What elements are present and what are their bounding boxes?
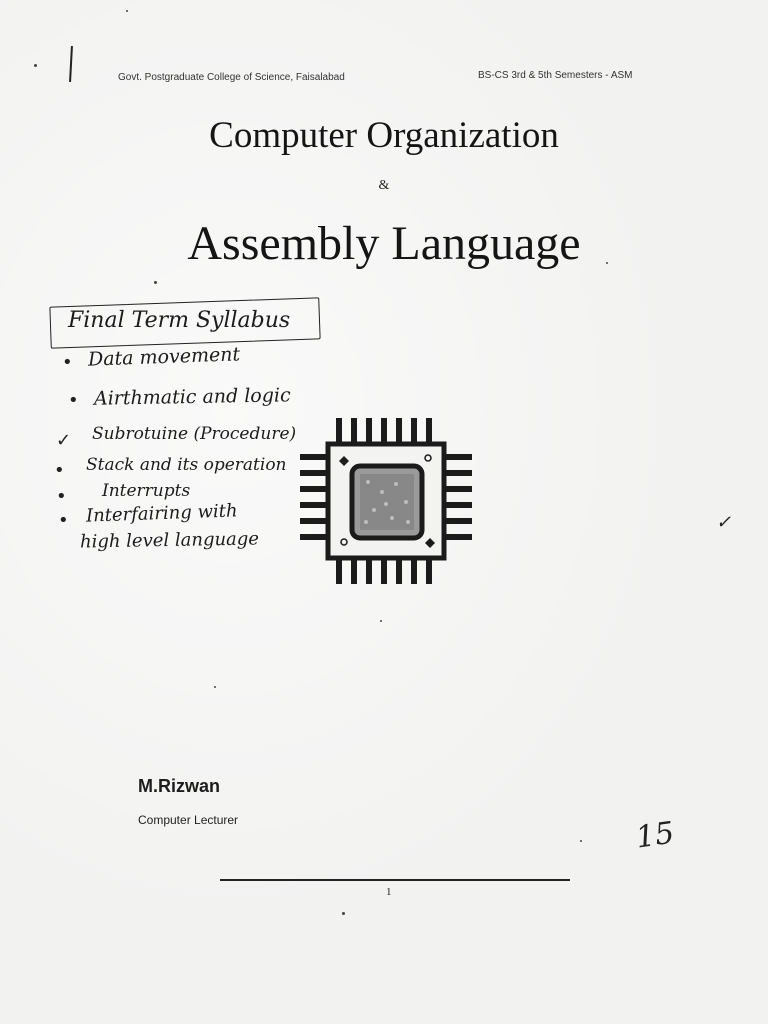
author-name: M.Rizwan [138, 776, 221, 796]
scan-speck [214, 686, 216, 688]
bullet: ✓ [56, 430, 72, 451]
margin-pen-stroke [69, 46, 73, 82]
page-number: 1 [386, 886, 392, 898]
scan-speck [126, 10, 128, 12]
syllabus-item: Subrotuine (Procedure) [92, 424, 297, 444]
scan-speck [606, 262, 608, 264]
author-role: Computer Lecturer [138, 813, 239, 827]
syllabus-heading: Final Term Syllabus [68, 308, 291, 333]
bullet: • [62, 352, 73, 373]
scan-speck [580, 840, 582, 842]
syllabus-item: Interfairing with [85, 500, 238, 527]
header-college: Govt. Postgraduate College of Science, Faisalabad [118, 72, 345, 83]
bullet: • [68, 390, 79, 411]
footer-rule [220, 879, 570, 881]
microchip-icon [296, 412, 476, 591]
header-course-code: BS-CS 3rd & 5th Semesters - ASM [478, 70, 633, 81]
title-ampersand: & [378, 178, 390, 193]
bullet: • [54, 460, 65, 481]
scan-speck [34, 64, 37, 67]
margin-annotation: 15 [633, 815, 677, 856]
title-line-1: Computer Organization [209, 115, 559, 156]
syllabus-item: Airthmatic and logic [93, 384, 291, 410]
title-line-2: Assembly Language [187, 217, 581, 270]
scan-speck [154, 281, 157, 284]
syllabus-item: Interrupts [102, 481, 191, 501]
scan-speck [380, 620, 382, 622]
side-annotation: ✓ [716, 512, 732, 533]
syllabus-item: high level language [79, 528, 260, 553]
bullet: • [56, 486, 67, 507]
syllabus-item: Data movement [87, 343, 241, 371]
scan-speck [342, 912, 345, 915]
bullet: • [58, 510, 69, 531]
syllabus-item: Stack and its operation [86, 455, 287, 475]
